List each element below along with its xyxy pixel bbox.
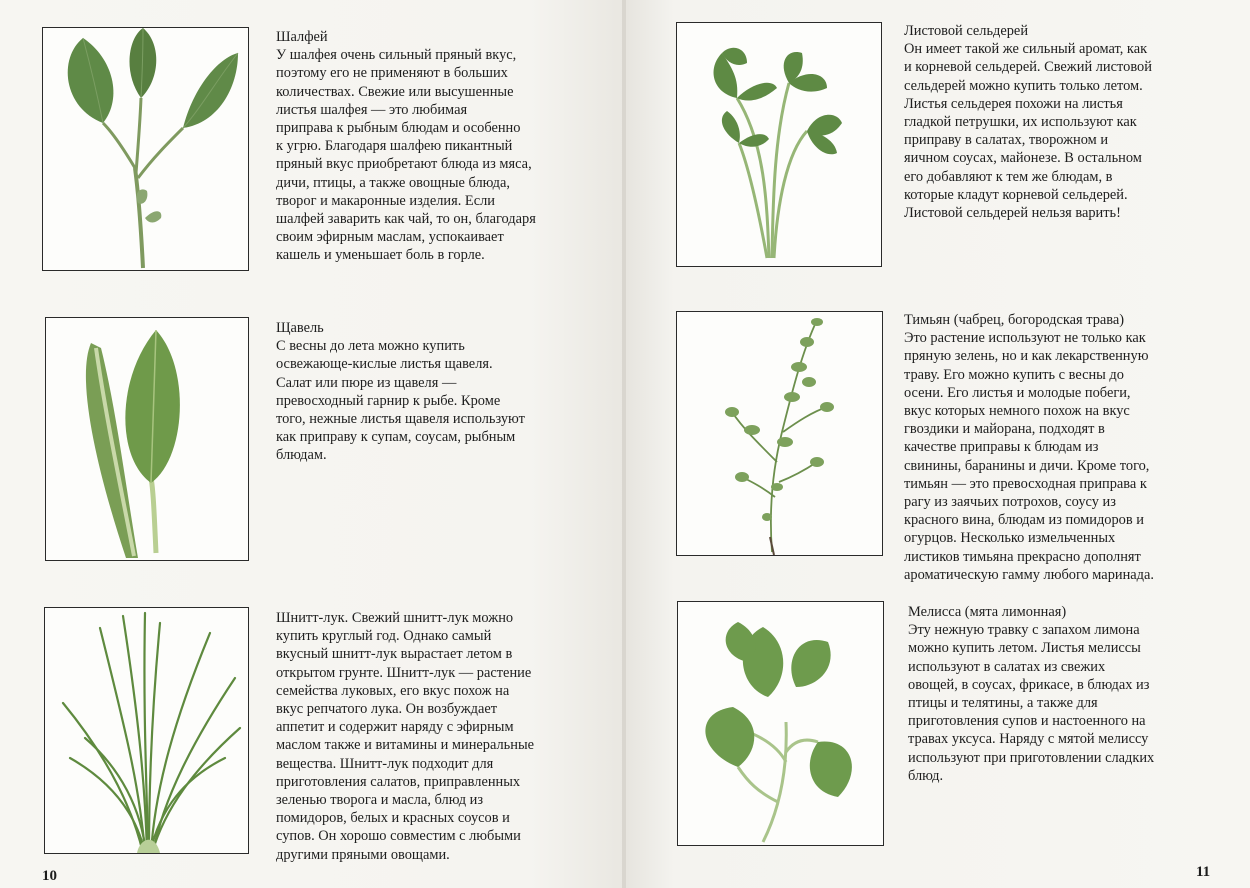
chives-text xyxy=(276,609,596,864)
text-line: сельдерей можно купить только летом. xyxy=(904,77,1143,94)
text-line: гладкой петрушки, их используют как xyxy=(904,114,1137,131)
text-line: к угрю. Благодаря шалфею пикантный xyxy=(276,138,513,155)
herb-title: Шалфей xyxy=(276,29,328,45)
text-line: шалфей заварить как чай, то он, благодаря xyxy=(276,211,536,228)
sage-illustration xyxy=(43,28,248,270)
book-gutter xyxy=(622,0,626,888)
text-line: рагу из заячьих потрохов, соусу из xyxy=(904,494,1116,511)
sorrel-text xyxy=(276,319,596,465)
text-line: пряный вкус приобретают блюда из мяса, xyxy=(276,156,532,173)
text-line: семейства луковых, его вкус похож на xyxy=(276,682,510,699)
text-line: вкус репчатого лука. Он возбуждает xyxy=(276,701,498,718)
text-line: огурцов. Несколько измельченных xyxy=(904,530,1116,547)
text-line: зеленью творога и масла, блюд из xyxy=(276,792,484,809)
text-line: супов. Он хорошо совместим с любыми xyxy=(276,828,521,845)
text-line: помидоров, белых и красных соусов и xyxy=(276,810,510,827)
thyme-illustration xyxy=(677,312,882,555)
text-line: вкусный шнитт-лук вырастает летом в xyxy=(276,646,513,663)
herb-title: Листовой сельдерей xyxy=(904,23,1029,39)
text-line: красного вина, блюдам из помидоров и xyxy=(904,512,1144,529)
text-line: другими пряными овощами. xyxy=(276,846,450,863)
text-line: блюд. xyxy=(908,767,944,784)
text-line: Это растение используют не только как xyxy=(904,330,1146,347)
text-line: Эту нежную травку с запахом лимона xyxy=(908,622,1140,639)
herb-title: Мелисса (мята лимонная) xyxy=(908,604,1067,620)
text-line: яичном соусах, майонезе. В остальном xyxy=(904,150,1142,167)
chives-photo xyxy=(44,607,249,854)
sorrel-illustration xyxy=(46,318,248,560)
text-line: приготовления салатов, приправленных xyxy=(276,773,521,790)
text-line: Шнитт-лук. Свежий шнитт-лук можно xyxy=(276,610,514,626)
text-line: приготовления супов и настоенного на xyxy=(908,713,1146,730)
text-line: свинины, баранины и дичи. Кроме того, xyxy=(904,457,1150,474)
text-line: купить круглый год. Однако самый xyxy=(276,628,492,645)
text-line: тимьян — это превосходная приправа к xyxy=(904,475,1147,492)
text-line: как приправу к супам, соусам, рыбным xyxy=(276,429,516,446)
text-line: приправа к рыбным блюдам и особенно xyxy=(276,120,521,137)
text-line: открытом грунте. Шнитт-лук — растение xyxy=(276,664,532,681)
text-line: ароматическую гамму любого маринада. xyxy=(904,566,1154,583)
text-line: и корневой сельдерей. Свежий листовой xyxy=(904,59,1152,76)
melissa-text xyxy=(908,603,1228,785)
text-line: которые кладут корневой сельдерей. xyxy=(904,186,1128,203)
text-line: освежающе-кислые листья щавеля. xyxy=(276,356,493,373)
sorrel-photo xyxy=(45,317,249,561)
text-line: траву. Его можно купить с весны до xyxy=(904,366,1124,383)
thyme-text xyxy=(904,311,1224,584)
chives-illustration xyxy=(45,608,248,853)
melissa-photo xyxy=(677,601,884,846)
text-line: дичи, птицы, а также овощные блюда, xyxy=(276,174,510,191)
text-line: Листовой сельдерей нельзя варить! xyxy=(904,205,1121,222)
herb-title: Щавель xyxy=(276,320,324,336)
text-line: можно купить летом. Листья мелиссы xyxy=(908,640,1141,657)
text-line: его добавляют к тем же блюдам, в xyxy=(904,168,1113,185)
text-line: листиков тимьяна прекрасно дополнят xyxy=(904,548,1141,565)
text-line: травах уксуса. Наряду с мятой мелиссу xyxy=(908,731,1149,748)
celery-illustration xyxy=(677,23,881,266)
text-line: Листья сельдерея похожи на листья xyxy=(904,95,1123,112)
text-line: блюдам. xyxy=(276,447,327,464)
text-line: своим эфирным маслам, успокаивает xyxy=(276,229,504,246)
text-line: количествах. Свежие или высушенные xyxy=(276,83,514,100)
text-line: кашель и уменьшает боль в горле. xyxy=(276,247,485,264)
text-line: осени. Его листья и молодые побеги, xyxy=(904,384,1131,401)
text-line: птицы и телятины, а также для xyxy=(908,695,1098,712)
text-line: маслом также и витамины и минеральные xyxy=(276,737,534,754)
text-line: творог и макаронные изделия. Если xyxy=(276,192,495,209)
text-line: вкус которых немного похож на вкус xyxy=(904,403,1130,420)
text-line: Он имеет такой же сильный аромат, как xyxy=(904,41,1148,58)
text-line: листья шалфея — это любимая xyxy=(276,101,468,118)
right-page-number: 11 xyxy=(1196,864,1211,880)
text-line: приправу в салатах, творожном и xyxy=(904,132,1109,149)
text-line: используют в салатах из свежих xyxy=(908,658,1106,675)
text-line: используют при приготовлении сладких xyxy=(908,749,1155,766)
sage-photo xyxy=(42,27,249,271)
text-line: качестве приправы к блюдам из xyxy=(904,439,1099,456)
text-line: Салат или пюре из щавеля — xyxy=(276,374,457,391)
text-line: овощей, в соусах, фрикасе, в блюдах из xyxy=(908,676,1150,693)
text-line: аппетит и содержит наряду с эфирным xyxy=(276,719,514,736)
herb-title: Тимьян (чабрец, богородская трава) xyxy=(904,312,1125,328)
text-line: пряную зелень, но и как лекарственную xyxy=(904,348,1149,365)
text-line: У шалфея очень сильный пряный вкус, xyxy=(276,47,517,64)
melissa-illustration xyxy=(678,602,883,845)
text-line: поэтому его не применяют в больших xyxy=(276,65,508,82)
celery-text xyxy=(904,22,1224,222)
text-line: вещества. Шнитт-лук подходит для xyxy=(276,755,494,772)
sage-text xyxy=(276,28,596,265)
celery-photo xyxy=(676,22,882,267)
thyme-photo xyxy=(676,311,883,556)
text-line: превосходный гарнир к рыбе. Кроме xyxy=(276,392,501,409)
text-line: того, нежные листья щавеля используют xyxy=(276,411,525,428)
text-line: гвоздики и майорана, подходят в xyxy=(904,421,1105,438)
text-line: С весны до лета можно купить xyxy=(276,338,465,355)
left-page-number: 10 xyxy=(42,868,57,884)
